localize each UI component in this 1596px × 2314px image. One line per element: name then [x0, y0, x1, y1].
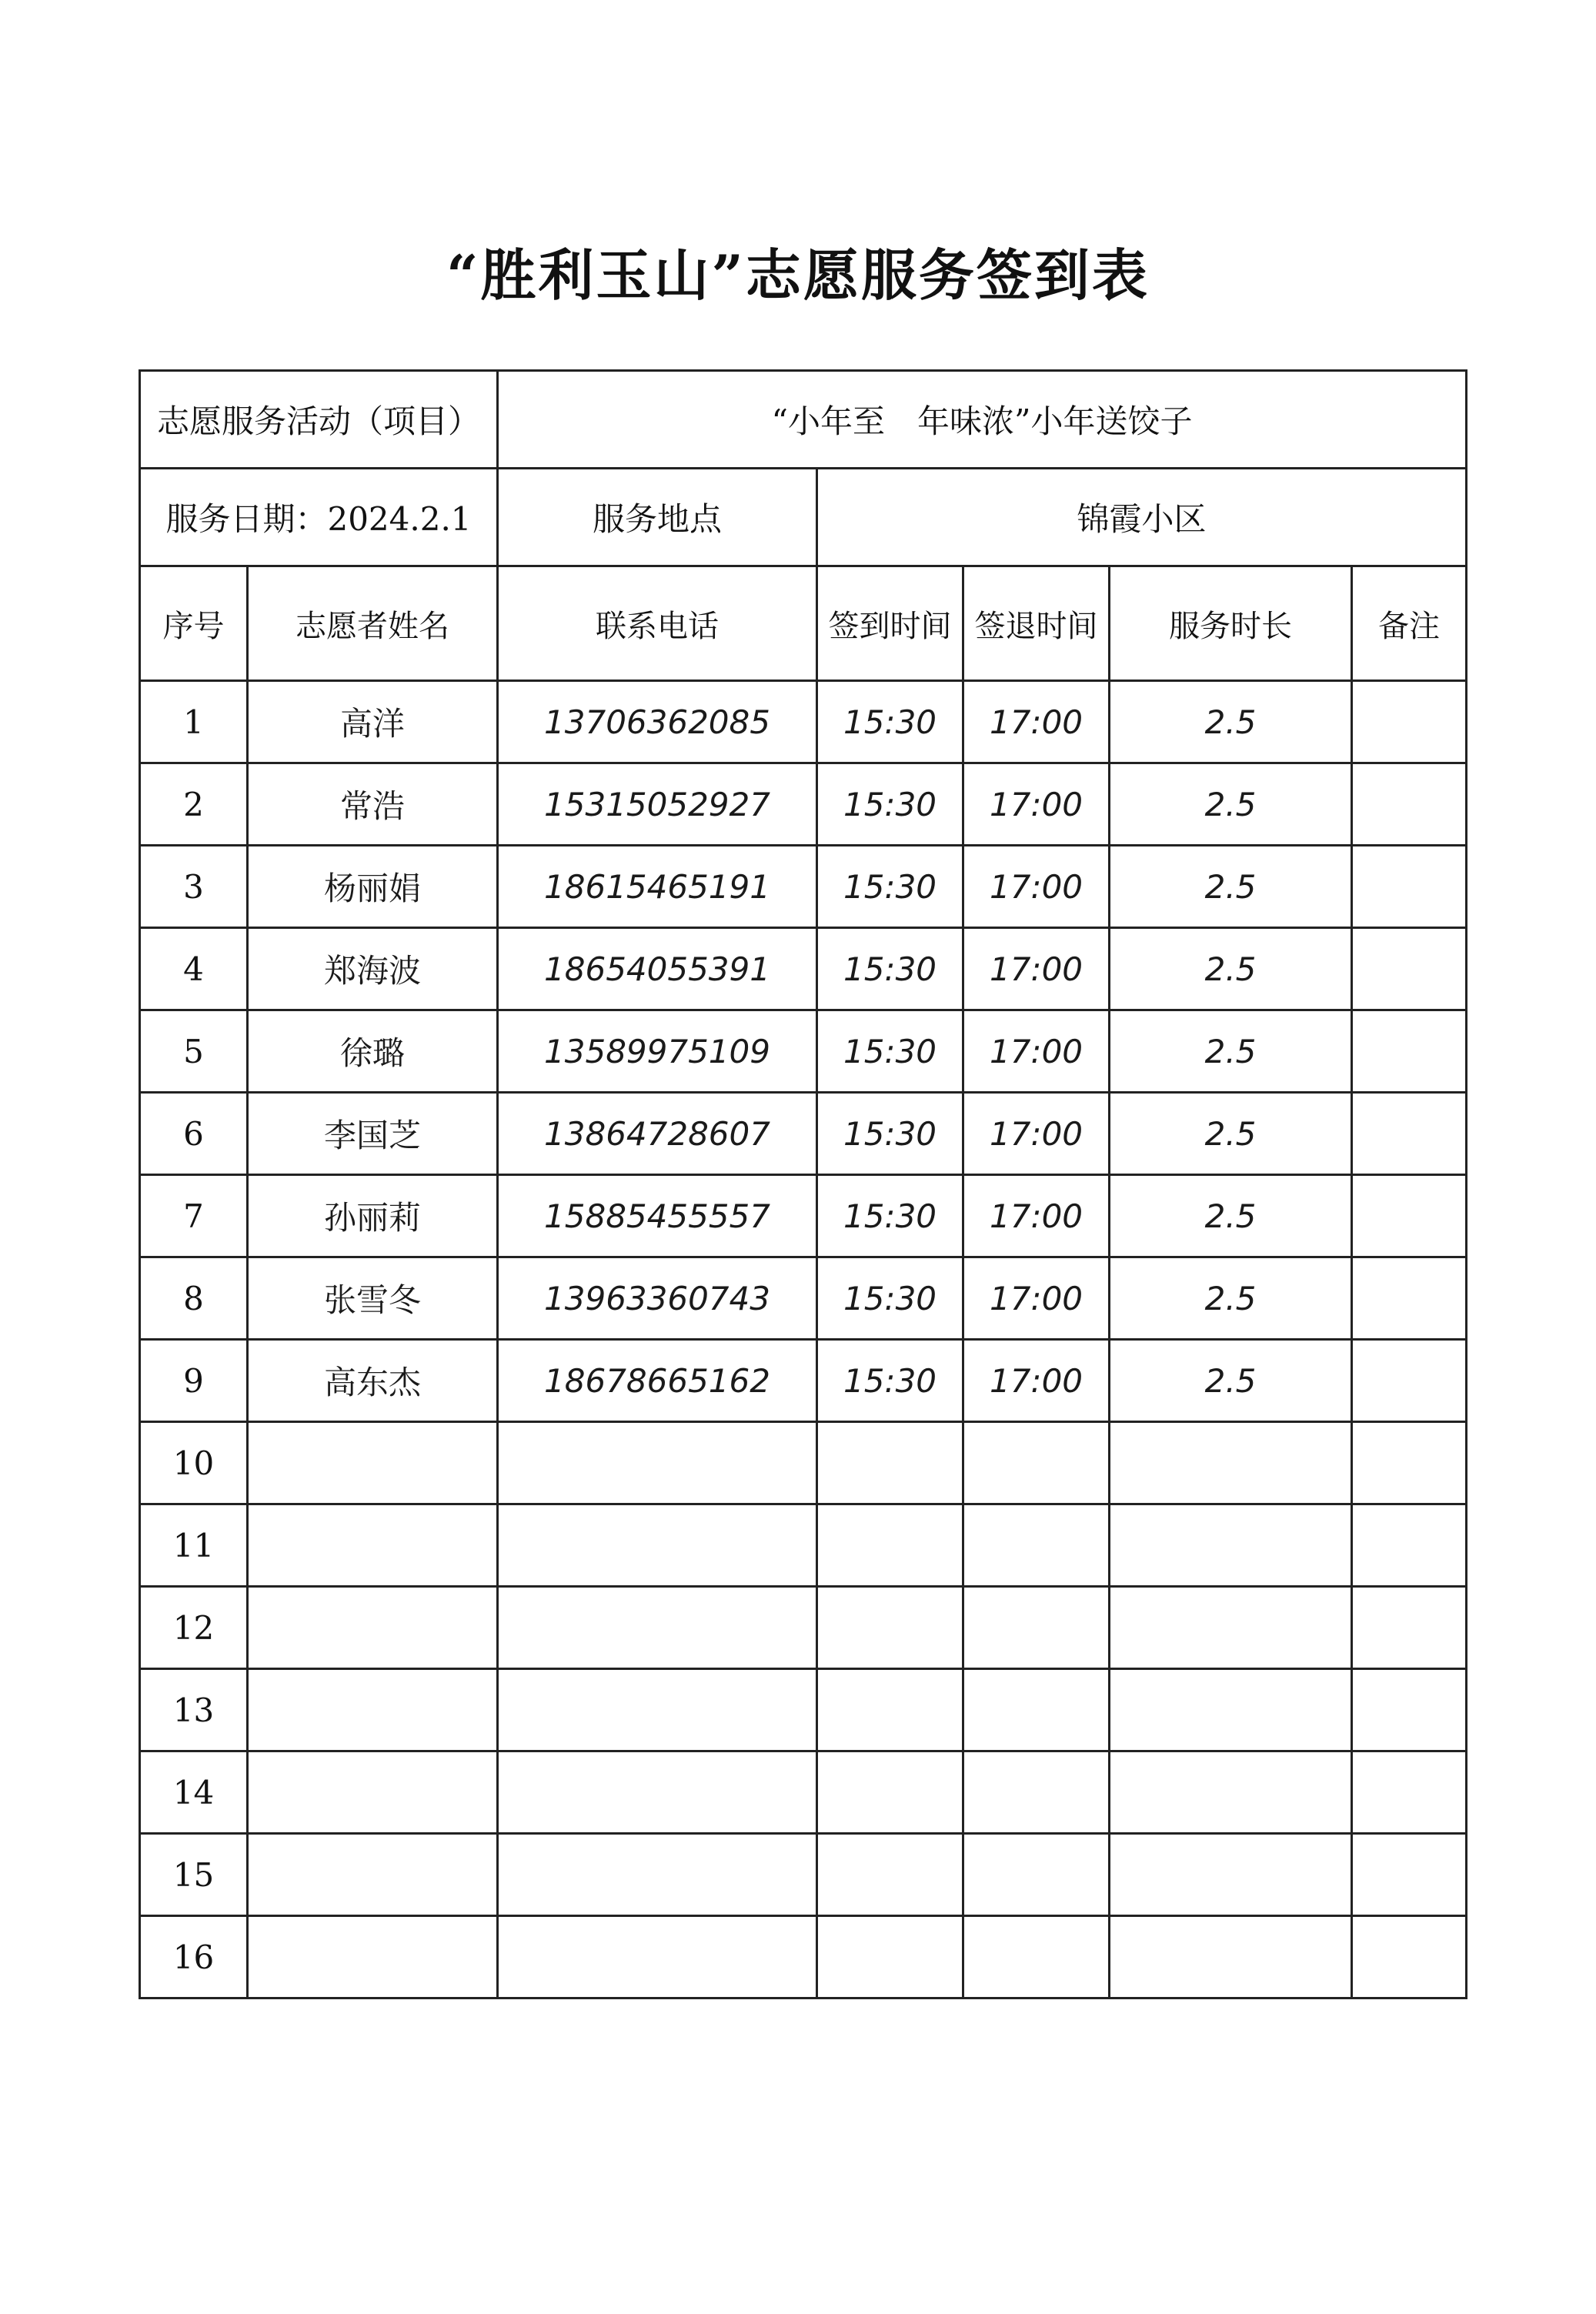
volunteer-name: 杨丽娟 — [248, 846, 498, 928]
phone-number: 15885455557 — [498, 1175, 817, 1257]
volunteer-name: 高东杰 — [248, 1340, 498, 1422]
table-row — [140, 1010, 1467, 1093]
volunteer-name — [248, 1587, 498, 1669]
checkin-time — [817, 1916, 963, 1998]
table-row — [140, 1175, 1467, 1257]
checkin-time — [817, 1751, 963, 1834]
phone-number: 13963360743 — [498, 1257, 817, 1340]
volunteer-name: 张雪冬 — [248, 1257, 498, 1340]
table-row — [140, 928, 1467, 1010]
phone-number: 13864728607 — [498, 1093, 817, 1175]
table-row — [140, 1751, 1467, 1834]
service-hours: 2.5 — [1110, 681, 1352, 763]
phone-number — [498, 1422, 817, 1504]
checkin-time: 15:30 — [817, 1257, 963, 1340]
row-number: 11 — [140, 1504, 248, 1587]
row-number: 7 — [140, 1175, 248, 1257]
note-cell — [1352, 1175, 1467, 1257]
phone-number: 13706362085 — [498, 681, 817, 763]
volunteer-name — [248, 1422, 498, 1504]
phone-number — [498, 1504, 817, 1587]
phone-number: 18654055391 — [498, 928, 817, 1010]
volunteer-name: 常浩 — [248, 763, 498, 846]
note-cell — [1352, 763, 1467, 846]
note-cell — [1352, 1504, 1467, 1587]
volunteer-name: 郑海波 — [248, 928, 498, 1010]
table-row — [140, 1504, 1467, 1587]
row-number: 5 — [140, 1010, 248, 1093]
table-row — [140, 1916, 1467, 1998]
phone-number: 13589975109 — [498, 1010, 817, 1093]
location-value: 锦霞小区 — [817, 469, 1467, 566]
checkout-time: 17:00 — [963, 928, 1110, 1010]
note-cell — [1352, 1093, 1467, 1175]
service-hours: 2.5 — [1110, 1340, 1352, 1422]
service-hours: 2.5 — [1110, 1010, 1352, 1093]
checkout-time: 17:00 — [963, 1175, 1110, 1257]
service-hours: 2.5 — [1110, 1093, 1352, 1175]
row-number: 3 — [140, 846, 248, 928]
checkin-time: 15:30 — [817, 928, 963, 1010]
checkout-time: 17:00 — [963, 681, 1110, 763]
service-hours — [1110, 1504, 1352, 1587]
col-header-checkout: 签退时间 — [963, 566, 1110, 681]
service-hours — [1110, 1422, 1352, 1504]
volunteer-name — [248, 1504, 498, 1587]
note-cell — [1352, 1916, 1467, 1998]
volunteer-name: 孙丽莉 — [248, 1175, 498, 1257]
volunteer-name — [248, 1916, 498, 1998]
checkout-time — [963, 1504, 1110, 1587]
volunteer-name: 高洋 — [248, 681, 498, 763]
checkout-time — [963, 1916, 1110, 1998]
checkout-time — [963, 1422, 1110, 1504]
service-hours: 2.5 — [1110, 846, 1352, 928]
note-cell — [1352, 1257, 1467, 1340]
checkin-time: 15:30 — [817, 1093, 963, 1175]
col-header-no: 序号 — [140, 566, 248, 681]
checkin-time — [817, 1422, 963, 1504]
col-header-note: 备注 — [1352, 566, 1467, 681]
service-date: 服务日期：2024.2.1 — [140, 469, 498, 566]
col-header-name: 志愿者姓名 — [248, 566, 498, 681]
checkout-time: 17:00 — [963, 763, 1110, 846]
checkin-time — [817, 1504, 963, 1587]
row-number: 1 — [140, 681, 248, 763]
table-row — [140, 1093, 1467, 1175]
row-number: 13 — [140, 1669, 248, 1751]
row-number: 6 — [140, 1093, 248, 1175]
phone-number — [498, 1834, 817, 1916]
row-number: 4 — [140, 928, 248, 1010]
row-number: 16 — [140, 1916, 248, 1998]
table-row — [140, 1669, 1467, 1751]
checkout-time — [963, 1587, 1110, 1669]
service-hours: 2.5 — [1110, 1257, 1352, 1340]
note-cell — [1352, 928, 1467, 1010]
table-row — [140, 1257, 1467, 1340]
activity-row — [140, 371, 1467, 469]
checkin-time: 15:30 — [817, 1340, 963, 1422]
row-number: 12 — [140, 1587, 248, 1669]
col-header-checkin: 签到时间 — [817, 566, 963, 681]
service-hours — [1110, 1587, 1352, 1669]
service-hours — [1110, 1834, 1352, 1916]
activity-label: 志愿服务活动（项目） — [140, 371, 498, 469]
note-cell — [1352, 1340, 1467, 1422]
table-row — [140, 1422, 1467, 1504]
volunteer-name — [248, 1669, 498, 1751]
row-number: 15 — [140, 1834, 248, 1916]
col-header-hours: 服务时长 — [1110, 566, 1352, 681]
phone-number — [498, 1587, 817, 1669]
row-number: 9 — [140, 1340, 248, 1422]
phone-number: 18678665162 — [498, 1340, 817, 1422]
checkout-time — [963, 1834, 1110, 1916]
checkin-time: 15:30 — [817, 1175, 963, 1257]
col-header-phone: 联系电话 — [498, 566, 817, 681]
checkin-time: 15:30 — [817, 681, 963, 763]
checkin-time — [817, 1587, 963, 1669]
service-hours: 2.5 — [1110, 763, 1352, 846]
row-number: 14 — [140, 1751, 248, 1834]
note-cell — [1352, 1010, 1467, 1093]
table-row — [140, 763, 1467, 846]
note-cell — [1352, 1422, 1467, 1504]
phone-number — [498, 1669, 817, 1751]
note-cell — [1352, 1834, 1467, 1916]
checkin-time: 15:30 — [817, 846, 963, 928]
checkout-time: 17:00 — [963, 1010, 1110, 1093]
note-cell — [1352, 846, 1467, 928]
volunteer-name: 徐璐 — [248, 1010, 498, 1093]
service-hours — [1110, 1751, 1352, 1834]
note-cell — [1352, 1669, 1467, 1751]
row-number: 8 — [140, 1257, 248, 1340]
checkin-time — [817, 1834, 963, 1916]
volunteer-name: 李国芝 — [248, 1093, 498, 1175]
checkin-time: 15:30 — [817, 1010, 963, 1093]
checkin-time: 15:30 — [817, 763, 963, 846]
sign-in-table — [139, 369, 1467, 1999]
table-row — [140, 1340, 1467, 1422]
date-row — [140, 469, 1467, 566]
phone-number — [498, 1751, 817, 1834]
service-hours: 2.5 — [1110, 928, 1352, 1010]
row-number: 10 — [140, 1422, 248, 1504]
note-cell — [1352, 1587, 1467, 1669]
table-row — [140, 846, 1467, 928]
checkout-time — [963, 1669, 1110, 1751]
phone-number: 15315052927 — [498, 763, 817, 846]
table-row — [140, 1587, 1467, 1669]
service-hours — [1110, 1669, 1352, 1751]
checkin-time — [817, 1669, 963, 1751]
activity-value: “小年至 年味浓”小年送饺子 — [498, 371, 1467, 469]
location-label: 服务地点 — [498, 469, 817, 566]
note-cell — [1352, 1751, 1467, 1834]
checkout-time: 17:00 — [963, 1093, 1110, 1175]
checkout-time: 17:00 — [963, 1340, 1110, 1422]
checkout-time — [963, 1751, 1110, 1834]
volunteer-name — [248, 1751, 498, 1834]
row-number: 2 — [140, 763, 248, 846]
phone-number: 18615465191 — [498, 846, 817, 928]
service-hours — [1110, 1916, 1352, 1998]
page-title: “胜利玉山”志愿服务签到表 — [446, 242, 1150, 308]
checkout-time: 17:00 — [963, 846, 1110, 928]
note-cell — [1352, 681, 1467, 763]
header-row — [140, 566, 1467, 681]
service-hours: 2.5 — [1110, 1175, 1352, 1257]
volunteer-name — [248, 1834, 498, 1916]
phone-number — [498, 1916, 817, 1998]
table-row — [140, 681, 1467, 763]
table-row — [140, 1834, 1467, 1916]
checkout-time: 17:00 — [963, 1257, 1110, 1340]
